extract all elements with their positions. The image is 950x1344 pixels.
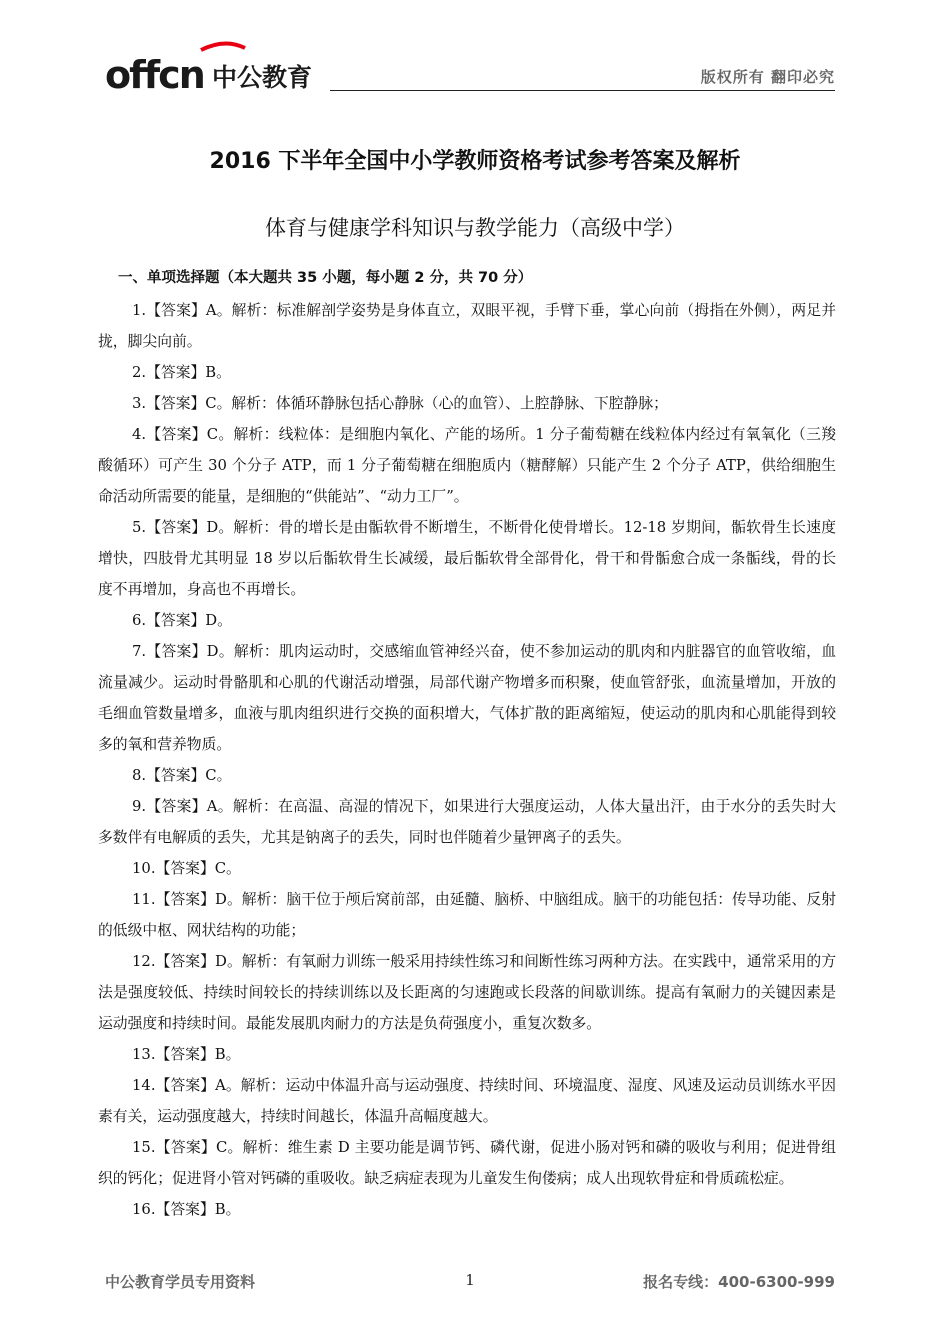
logo-latin-text: offcn [105,53,204,97]
page-header [105,40,835,100]
answer-item-3: 3.【答案】C。解析：体循环静脉包括心静脉（心的血管）、上腔静脉、下腔静脉； [132,395,668,412]
footer-hotline: 报名专线：400-6300-999 [643,1273,835,1291]
answer-item-10: 10.【答案】C。 [132,860,241,877]
answer-item-16: 16.【答案】B。 [132,1201,241,1218]
section-heading: 一、单项选择题（本大题共 35 小题，每小题 2 分，共 70 分） [118,270,533,286]
document-title: 2016 下半年全国中小学教师资格考试参考答案及解析 [209,149,741,174]
document-body [98,263,836,1225]
answer-item-11: 11.【答案】D。解析：脑干位于颅后窝前部，由延髓、脑桥、中脑组成。脑干的功能包括：传导功能、反射的低级中枢、网状结构的功能； [98,891,836,939]
footer-left-text: 中公教育学员专用资料 [105,1273,256,1291]
logo-swoosh-icon [201,43,245,50]
answer-item-7: 7.【答案】D。解析：肌肉运动时，交感缩血管神经兴奋，使不参加运动的肌肉和内脏器官的血管收缩，血流量减少。运动时骨骼肌和心肌的代谢活动增强，局部代谢产物增多而积聚，使血管舒张，血流量增加，开放的毛细血管数量增多，血液与肌肉组织进行交换的面积增大，气体扩散的距离缩短，使运动的肌肉和心肌能得到较多的氧和营养物质。 [98,643,836,753]
answer-item-14: 14.【答案】A。解析：运动中体温升高与运动强度、持续时间、环境温度、湿度、风速及运动员训练水平因素有关，运动强度越大，持续时间越长，体温升高幅度越大。 [98,1077,836,1125]
answer-item-13: 13.【答案】B。 [132,1046,241,1063]
logo-cn-text: 中公教育 [212,63,313,92]
copyright-notice: 版权所有 翻印必究 [700,68,835,86]
document-subtitle: 体育与健康学科知识与教学能力（高级中学） [265,216,685,240]
answer-item-4: 4.【答案】C。解析：线粒体：是细胞内氧化、产能的场所。1 分子葡萄糖在线粒体内经过有氧氧化（三羧酸循环）可产生 30 个分子 ATP，而 1 分子葡萄糖在细胞质内（糖酵解）只能产生 2 个分子 ATP，供给细胞生命活动所需要的能量，是细胞的“供能站”、“动力工厂”。 [98,426,836,505]
page-footer [105,1271,835,1293]
answer-item-12: 12.【答案】D。解析：有氧耐力训练一般采用持续性练习和间断性练习两种方法。在实践中，通常采用的方法是强度较低、持续时间较长的持续训练以及长距离的匀速跑或长段落的间歇训练。提高有氧耐力的关键因素是运动强度和持续时间。最能发展肌肉耐力的方法是负荷强度小，重复次数多。 [98,953,836,1032]
page-number: 1 [465,1271,475,1289]
offcn-logo [105,40,335,100]
answer-item-6: 6.【答案】D。 [132,612,232,629]
answer-item-9: 9.【答案】A。解析：在高温、高湿的情况下，如果进行大强度运动，人体大量出汗，由于水分的丢失时大多数伴有电解质的丢失，尤其是钠离子的丢失，同时也伴随着少量钾离子的丢失。 [98,798,836,846]
answer-item-8: 8.【答案】C。 [132,767,232,784]
header-divider [330,90,835,91]
answer-item-1: 1.【答案】A。解析：标准解剖学姿势是身体直立，双眼平视，手臂下垂，掌心向前（拇指在外侧），两足并拢，脚尖向前。 [98,302,836,350]
answer-item-5: 5.【答案】D。解析：骨的增长是由骺软骨不断增生，不断骨化使骨增长。12-18 岁期间，骺软骨生长速度增快，四肢骨尤其明显 18 岁以后骺软骨生长减缓，最后骺软骨全部骨化，骨干和骨骺愈合成一条骺线，骨的长度不再增加，身高也不再增长。 [98,519,836,598]
answer-item-2: 2.【答案】B。 [132,364,231,381]
answer-item-15: 15.【答案】C。解析：维生素 D 主要功能是调节钙、磷代谢，促进小肠对钙和磷的吸收与利用；促进骨组织的钙化；促进肾小管对钙磷的重吸收。缺乏病症表现为儿童发生佝偻病；成人出现软骨症和骨质疏松症。 [98,1139,836,1187]
